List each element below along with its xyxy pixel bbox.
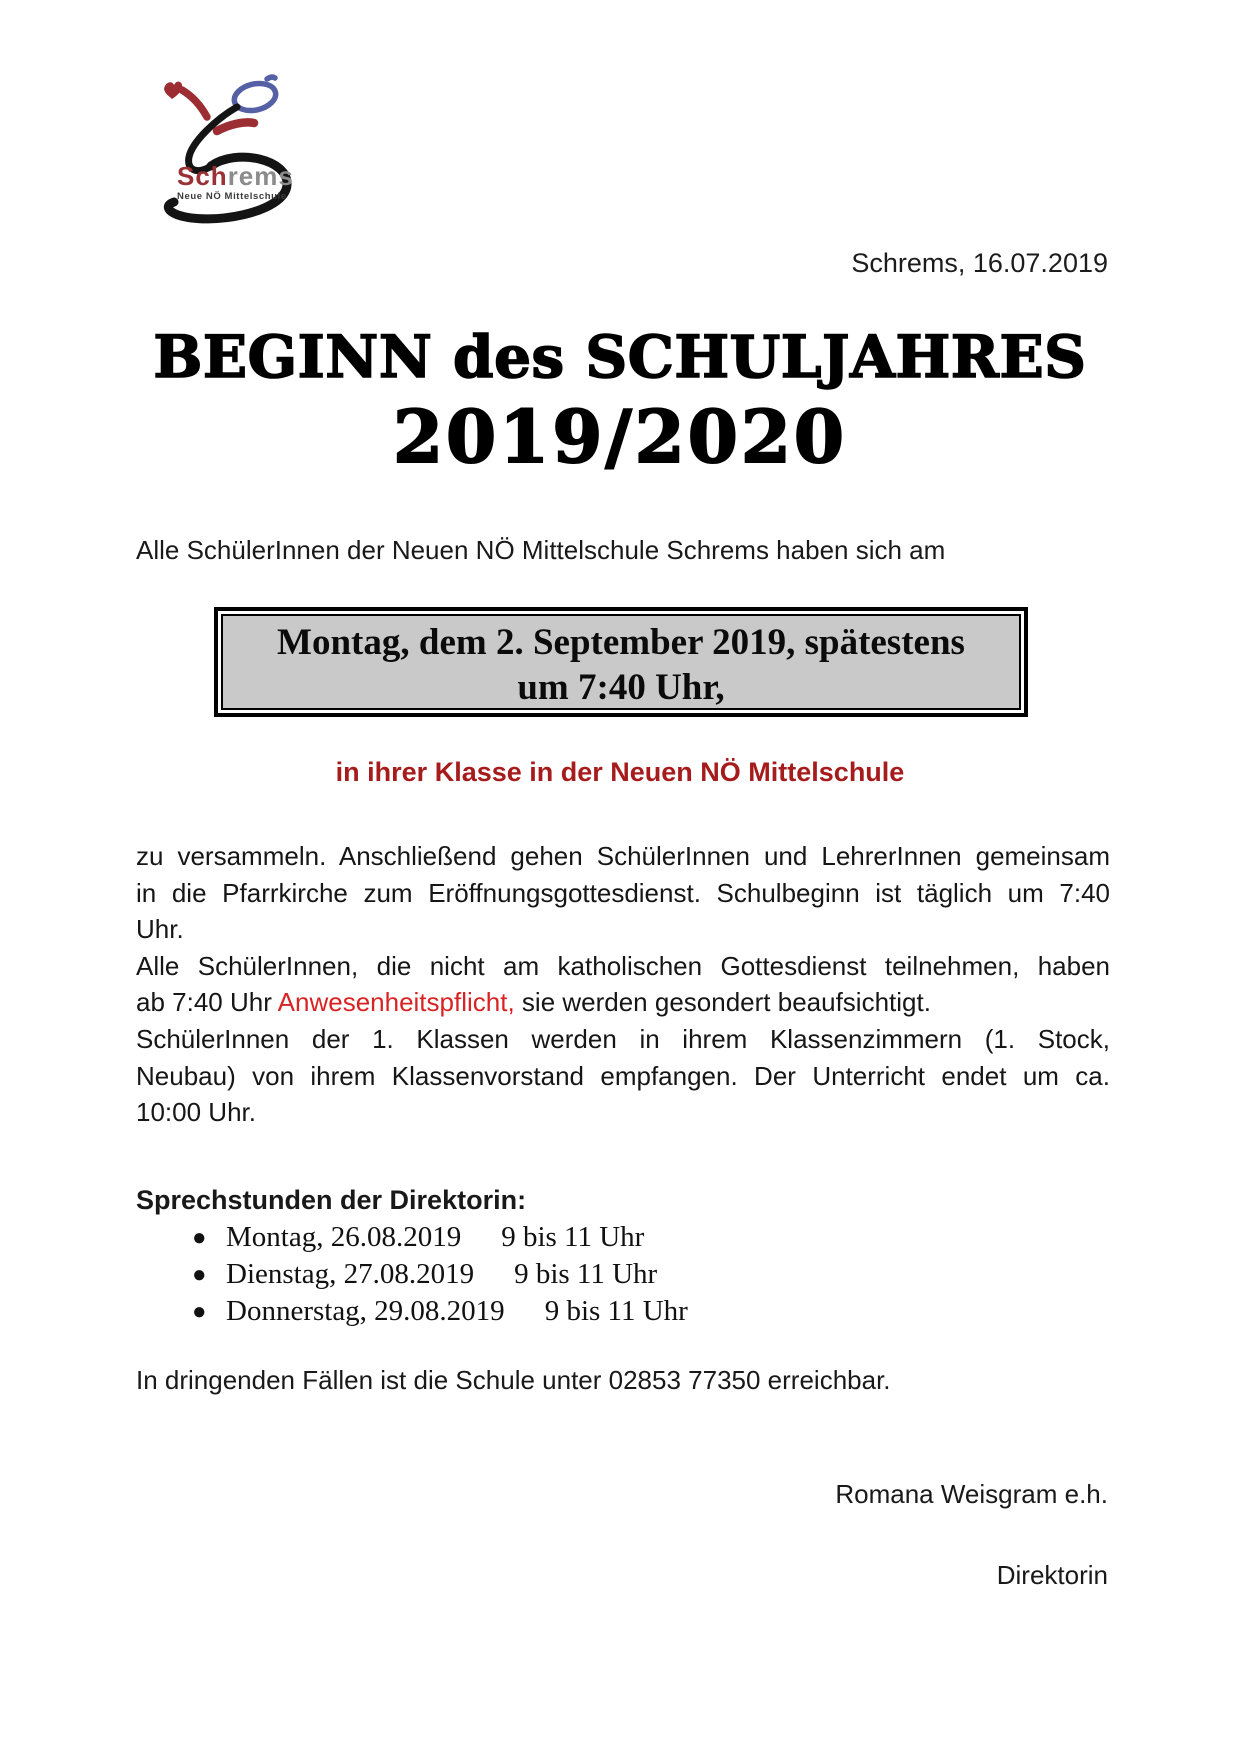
page-title-line2: 2019/2020: [392, 394, 848, 479]
body-line: 10:00 Uhr.: [136, 1097, 256, 1128]
date-line: Schrems, 16.07.2019: [851, 248, 1108, 278]
highlight-box-line1: Montag, dem 2. September 2019, spätestens: [277, 622, 965, 663]
list-item: [192, 1293, 1092, 1330]
logo-name-part1: Sch: [177, 161, 228, 191]
body-line: SchülerInnen der 1. Klassen werden in ihrem Klassenzimmern (1. Stock,: [136, 1023, 1110, 1054]
logo-name-part2: rems: [227, 161, 294, 191]
office-hours-date: Dienstag, 27.08.2019: [226, 1258, 475, 1290]
office-hours-time: 9 bis 11 Uhr: [514, 1258, 658, 1290]
svg-text:Schrems: [177, 161, 294, 191]
red-emphasis-line: in ihrer Klasse in der Neuen NÖ Mittelschule: [335, 757, 905, 787]
logo-arc-icon: [182, 90, 207, 117]
body-line-part: sie werden gesondert beaufsichtigt.: [514, 987, 931, 1018]
highlight-box: [221, 614, 1021, 710]
body-line-part: ab 7:40 Uhr: [136, 987, 278, 1018]
office-hours-date: Donnerstag, 29.08.2019: [226, 1295, 505, 1327]
body-line: Uhr.: [136, 914, 184, 945]
highlight-box-line2: um 7:40 Uhr,: [517, 667, 725, 708]
intro-line: Alle SchülerInnen der Neuen NÖ Mittelschule Schrems haben sich am: [136, 535, 946, 565]
office-hours-list: [192, 1219, 1092, 1330]
office-hours-time: 9 bis 11 Uhr: [501, 1221, 645, 1253]
body-line: Neubau) von ihrem Klassenvorstand empfangen. Der Unterricht endet um ca.: [136, 1060, 1110, 1091]
school-logo-graphic: [148, 66, 300, 228]
body-text: [136, 838, 1110, 1131]
bullet-icon: ●: [192, 1262, 207, 1288]
bullet-icon: ●: [192, 1225, 207, 1251]
list-item: [192, 1256, 1092, 1293]
bullet-icon: ●: [192, 1299, 207, 1325]
logo-apostrophe-icon: [267, 77, 275, 79]
office-hours-heading: Sprechstunden der Direktorin:: [136, 1185, 527, 1215]
signature-role: Direktorin: [996, 1560, 1108, 1590]
office-hours-time: 9 bis 11 Uhr: [544, 1295, 688, 1327]
signature-name: Romana Weisgram e.h.: [835, 1479, 1108, 1509]
body-line: Alle SchülerInnen, die nicht am katholischen Gottesdienst teilnehmen, haben: [136, 950, 1110, 981]
page-title-line1: BEGINN des SCHULJAHRES: [153, 323, 1087, 391]
body-line: in die Pfarrkirche zum Eröffnungsgottesdienst. Schulbeginn ist täglich um 7:40: [136, 877, 1110, 908]
body-line: zu versammeln. Anschließend gehen SchülerInnen und LehrerInnen gemeinsam: [136, 841, 1110, 871]
logo-subtitle: Neue NÖ Mittelschule: [177, 191, 287, 202]
office-hours-date: Montag, 26.08.2019: [226, 1221, 462, 1253]
school-logo: [148, 66, 300, 228]
logo-dash-icon: [217, 122, 254, 131]
contact-line: In dringenden Fällen ist die Schule unter 02853 77350 erreichbar.: [136, 1365, 891, 1395]
body-line: [136, 984, 1110, 1021]
attendance-highlight: Anwesenheitspflicht,: [277, 987, 515, 1018]
list-item: [192, 1219, 1092, 1256]
